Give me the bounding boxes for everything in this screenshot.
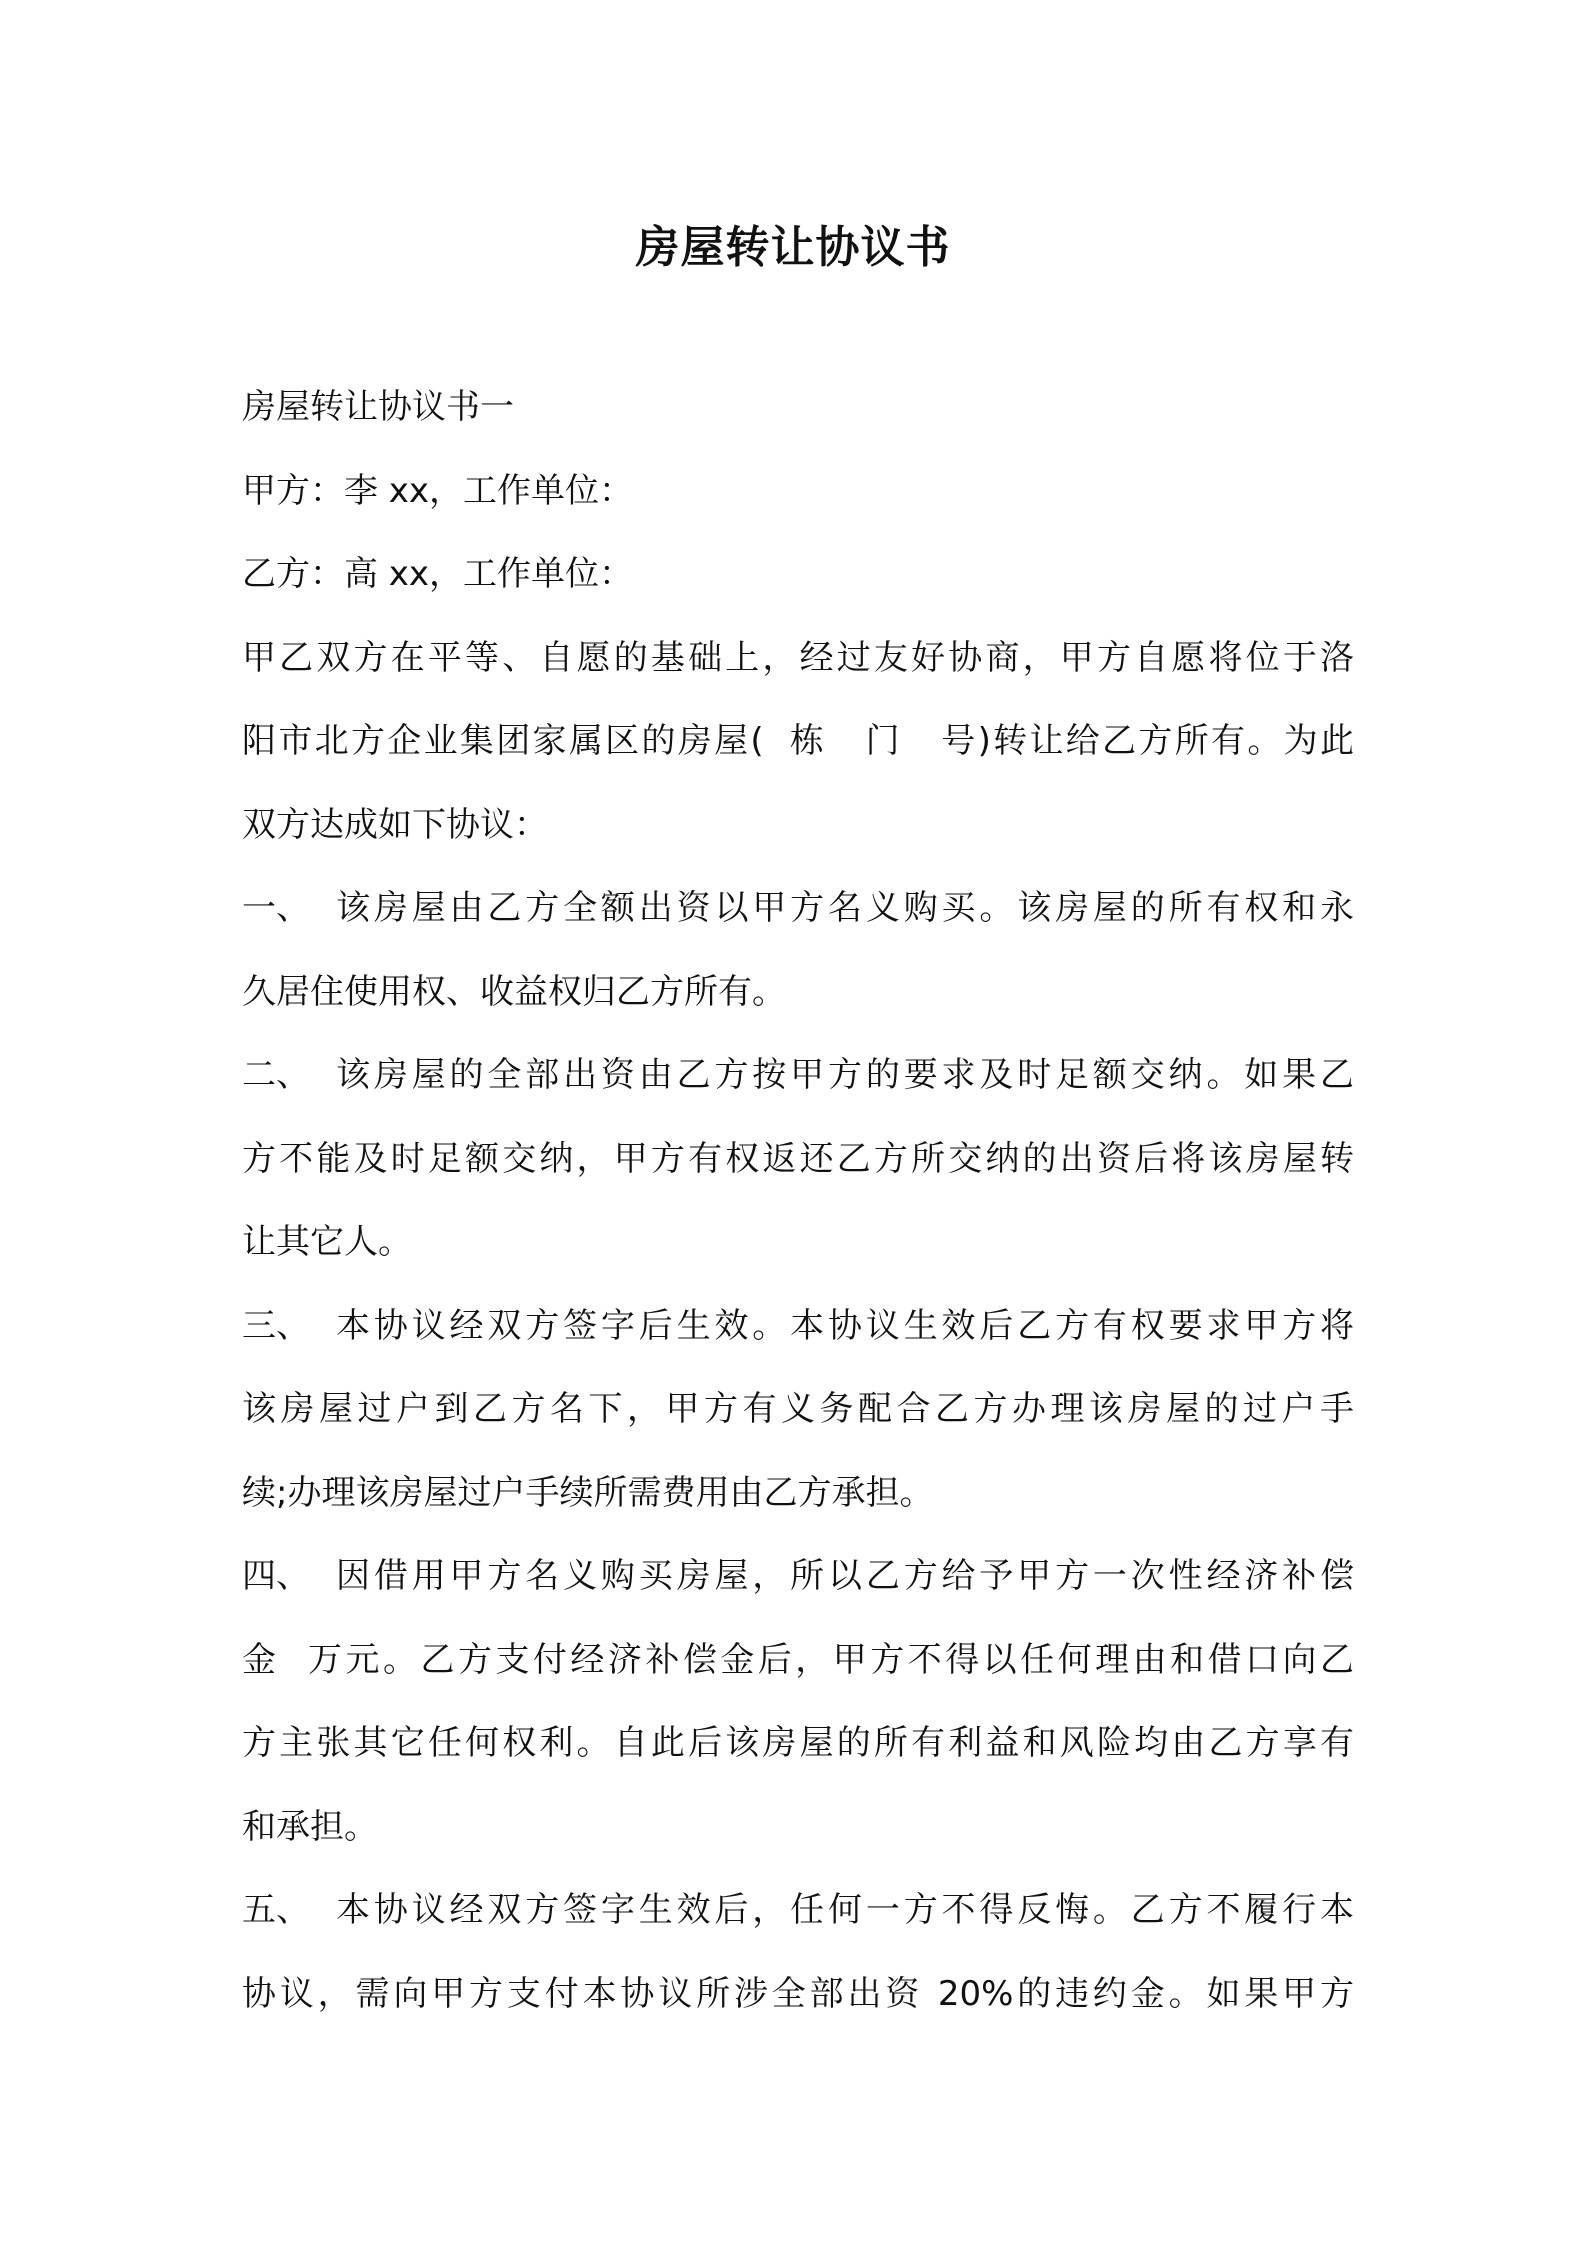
clause-continuation-line: 方不能及时足额交纳，甲方有权返还乙方所交纳的出资后将该房屋转 — [242, 1138, 1354, 1179]
clause-continuation-line: 和承担。 — [242, 1806, 378, 1847]
clause-first-line — [242, 1535, 1354, 1619]
clause-continuation-line: 该房屋过户到乙方名下，甲方有义务配合乙方办理该房屋的过户手 — [242, 1389, 1354, 1429]
clause-continuation-line: 续;办理该房屋过户手续所需费用由乙方承担。 — [242, 1472, 934, 1513]
clause-first-line — [242, 1285, 1354, 1369]
clause-text: 因借用甲方名义购买房屋，所以乙方给予甲方一次性经济补偿 — [336, 1556, 1354, 1596]
clause-text: 该房屋由乙方全额出资以甲方名义购买。该房屋的所有权和永 — [336, 888, 1354, 928]
clause-continuation-line: 金 万元。乙方支付经济补偿金后，甲方不得以任何理由和借口向乙 — [242, 1639, 1354, 1680]
clause-text: 该房屋的全部出资由乙方按甲方的要求及时足额交纳。如果乙 — [336, 1055, 1354, 1095]
intro-line: 阳市北方企业集团家属区的房屋( 栋 门 号)转让给乙方所有。为此 — [242, 721, 1354, 761]
clause-continuation-line: 协议，需向甲方支付本协议所涉全部出资 20%的违约金。如果甲方 — [242, 1973, 1354, 2014]
document-body — [242, 366, 1354, 2036]
clause-text: 本协议经双方签字后生效。本协议生效后乙方有权要求甲方将 — [336, 1305, 1354, 1346]
document-subtitle: 房屋转让协议书一 — [242, 387, 514, 427]
clause-continuation-line: 让其它人。 — [242, 1222, 412, 1262]
clause-first-line — [242, 1034, 1354, 1118]
clause-first-line — [242, 1869, 1354, 1953]
clause-number: 四、 — [242, 1556, 310, 1596]
clause-number: 二、 — [242, 1055, 310, 1095]
party-a-line: 甲方：李 xx，工作单位： — [242, 470, 634, 511]
clause-number: 五、 — [242, 1890, 310, 1930]
clause-continuation-line: 久居住使用权、收益权归乙方所有。 — [242, 971, 786, 1012]
clause-continuation-line: 方主张其它任何权利。自此后该房屋的所有利益和风险均由乙方享有 — [242, 1723, 1354, 1763]
clause-number: 三、 — [242, 1305, 310, 1346]
clause-number: 一、 — [242, 888, 310, 928]
party-b-line: 乙方：高 xx，工作单位： — [242, 554, 634, 594]
clause-first-line — [242, 867, 1354, 951]
document-title: 房屋转让协议书 — [635, 222, 951, 273]
intro-line: 甲乙双方在平等、自愿的基础上，经过友好协商，甲方自愿将位于洛 — [242, 637, 1354, 678]
intro-line: 双方达成如下协议： — [242, 804, 548, 845]
clause-text: 本协议经双方签字生效后，任何一方不得反悔。乙方不履行本 — [336, 1890, 1354, 1930]
